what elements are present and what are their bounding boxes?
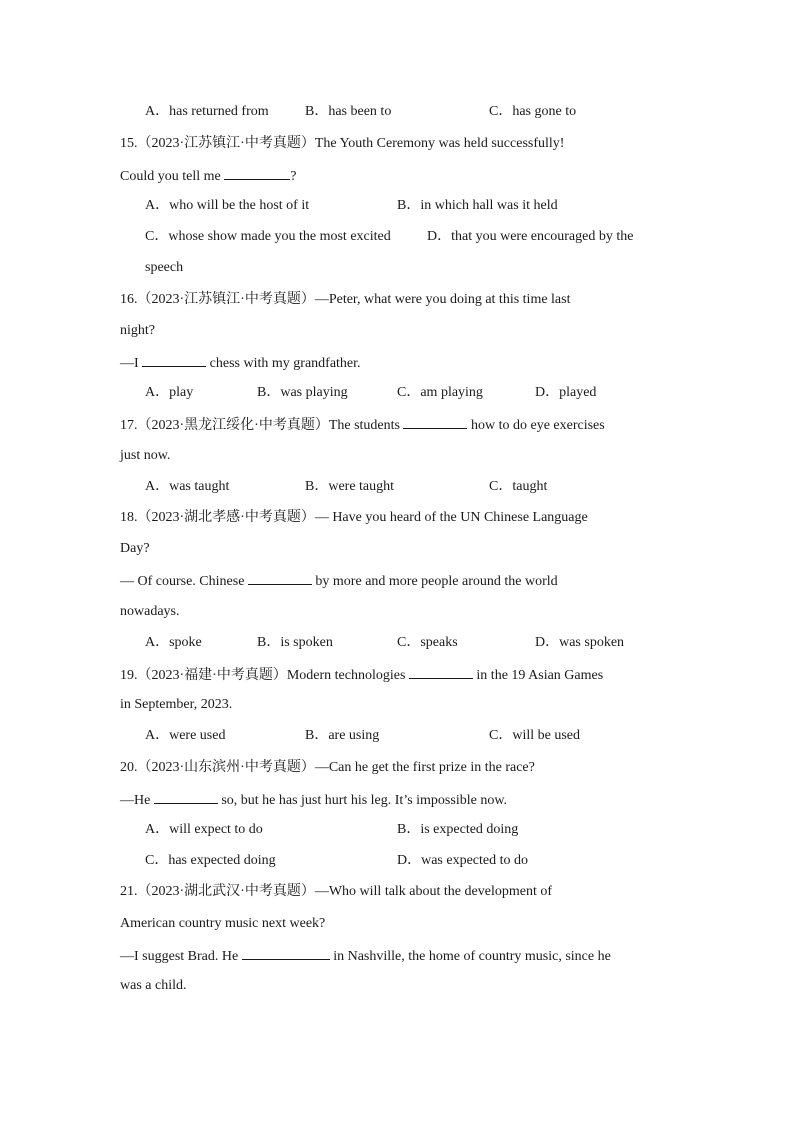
q15-text-before: Could you tell me [120,169,225,184]
q21-text-before: —I suggest Brad. He [120,949,242,964]
q20-stem: 20.（2023·山东滨州·中考真题）—Can he get the first prize in the race? [120,760,535,775]
q18-blank [248,570,312,585]
q16-option-b: B．was playing [257,385,348,400]
q19-option-c: C．will be used [489,728,580,743]
q14-option-b: B．has been to [305,104,392,119]
q16-stem-line3 [120,352,361,374]
q21-stem-line2: American country music next week? [120,916,326,931]
q18-text-after: by more and more people around the world [311,574,558,589]
q20-option-a: A．will expect to do [145,822,263,837]
q19-stem-line2: in September, 2023. [120,697,233,712]
q18-option-d: D．was spoken [535,635,625,650]
q20-text-after: so, but he has just hurt his leg. It’s impossible now. [217,793,508,808]
q20-option-c: C．has expected doing [145,853,276,868]
q16-blank [142,352,206,367]
q21-blank [242,945,330,960]
q14-option-a: A．has returned from [145,104,269,119]
q18-stem: 18.（2023·湖北孝感·中考真题）— Have you heard of the UN Chinese Language [120,510,588,525]
q18-stem-line2: Day? [120,541,150,556]
q19-blank [409,664,473,679]
q15-stem: 15.（2023·江苏镇江·中考真题）The Youth Ceremony was held successfully! [120,136,565,151]
q15-stem-line2 [120,165,296,187]
q18-text-before: — Of course. Chinese [120,574,248,589]
q18-stem-line3 [120,570,558,592]
q17-stem [120,414,605,436]
q15-option-d: D．that you were encouraged by the [427,229,634,244]
q14-option-c: C．has gone to [489,104,577,119]
q16-option-c: C．am playing [397,385,483,400]
q15-option-b: B．in which hall was it held [397,198,558,213]
q18-stem-line4: nowadays. [120,604,180,619]
q21-stem-line4: was a child. [120,978,187,993]
q18-option-a: A．spoke [145,635,202,650]
q15-text-after: ? [290,169,297,184]
q16-option-a: A．play [145,385,194,400]
q21-stem: 21.（2023·湖北武汉·中考真题）—Who will talk about the development of [120,884,552,899]
q19-text-after: in the 19 Asian Games [472,668,604,683]
q16-text-after: chess with my grandfather. [206,356,361,371]
q16-option-d: D．played [535,385,597,400]
q15-option-d-cont: speech [145,260,184,275]
q16-stem: 16.（2023·江苏镇江·中考真题）—Peter, what were you doing at this time last [120,292,571,307]
q15-blank [224,165,290,180]
q19-option-a: A．were used [145,728,226,743]
q17-option-b: B．were taught [305,479,395,494]
q19-stem [120,664,603,686]
q20-stem-line2 [120,789,507,811]
q21-text-after: in Nashville, the home of country music, since he [329,949,611,964]
q20-option-b: B．is expected doing [397,822,519,837]
q15-option-a: A．who will be the host of it [145,198,310,213]
q20-option-d: D．was expected to do [397,853,529,868]
q17-text-after: how to do eye exercises [467,418,605,433]
q16-stem-line2: night? [120,323,155,338]
q17-stem-line2: just now. [120,448,171,463]
q16-text-before: —I [120,356,143,371]
q19-text-before: 19.（2023·福建·中考真题）Modern technologies [120,668,409,683]
q17-text-before: 17.（2023·黑龙江绥化·中考真题）The students [120,418,404,433]
q21-stem-line3 [120,945,611,967]
q20-text-before: —He [120,793,154,808]
q17-option-c: C．taught [489,479,548,494]
q17-blank [403,414,467,429]
q15-option-c: C．whose show made you the most excited [145,229,391,244]
q17-option-a: A．was taught [145,479,230,494]
q18-option-c: C．speaks [397,635,458,650]
q18-option-b: B．is spoken [257,635,333,650]
q20-blank [154,789,218,804]
q19-option-b: B．are using [305,728,380,743]
